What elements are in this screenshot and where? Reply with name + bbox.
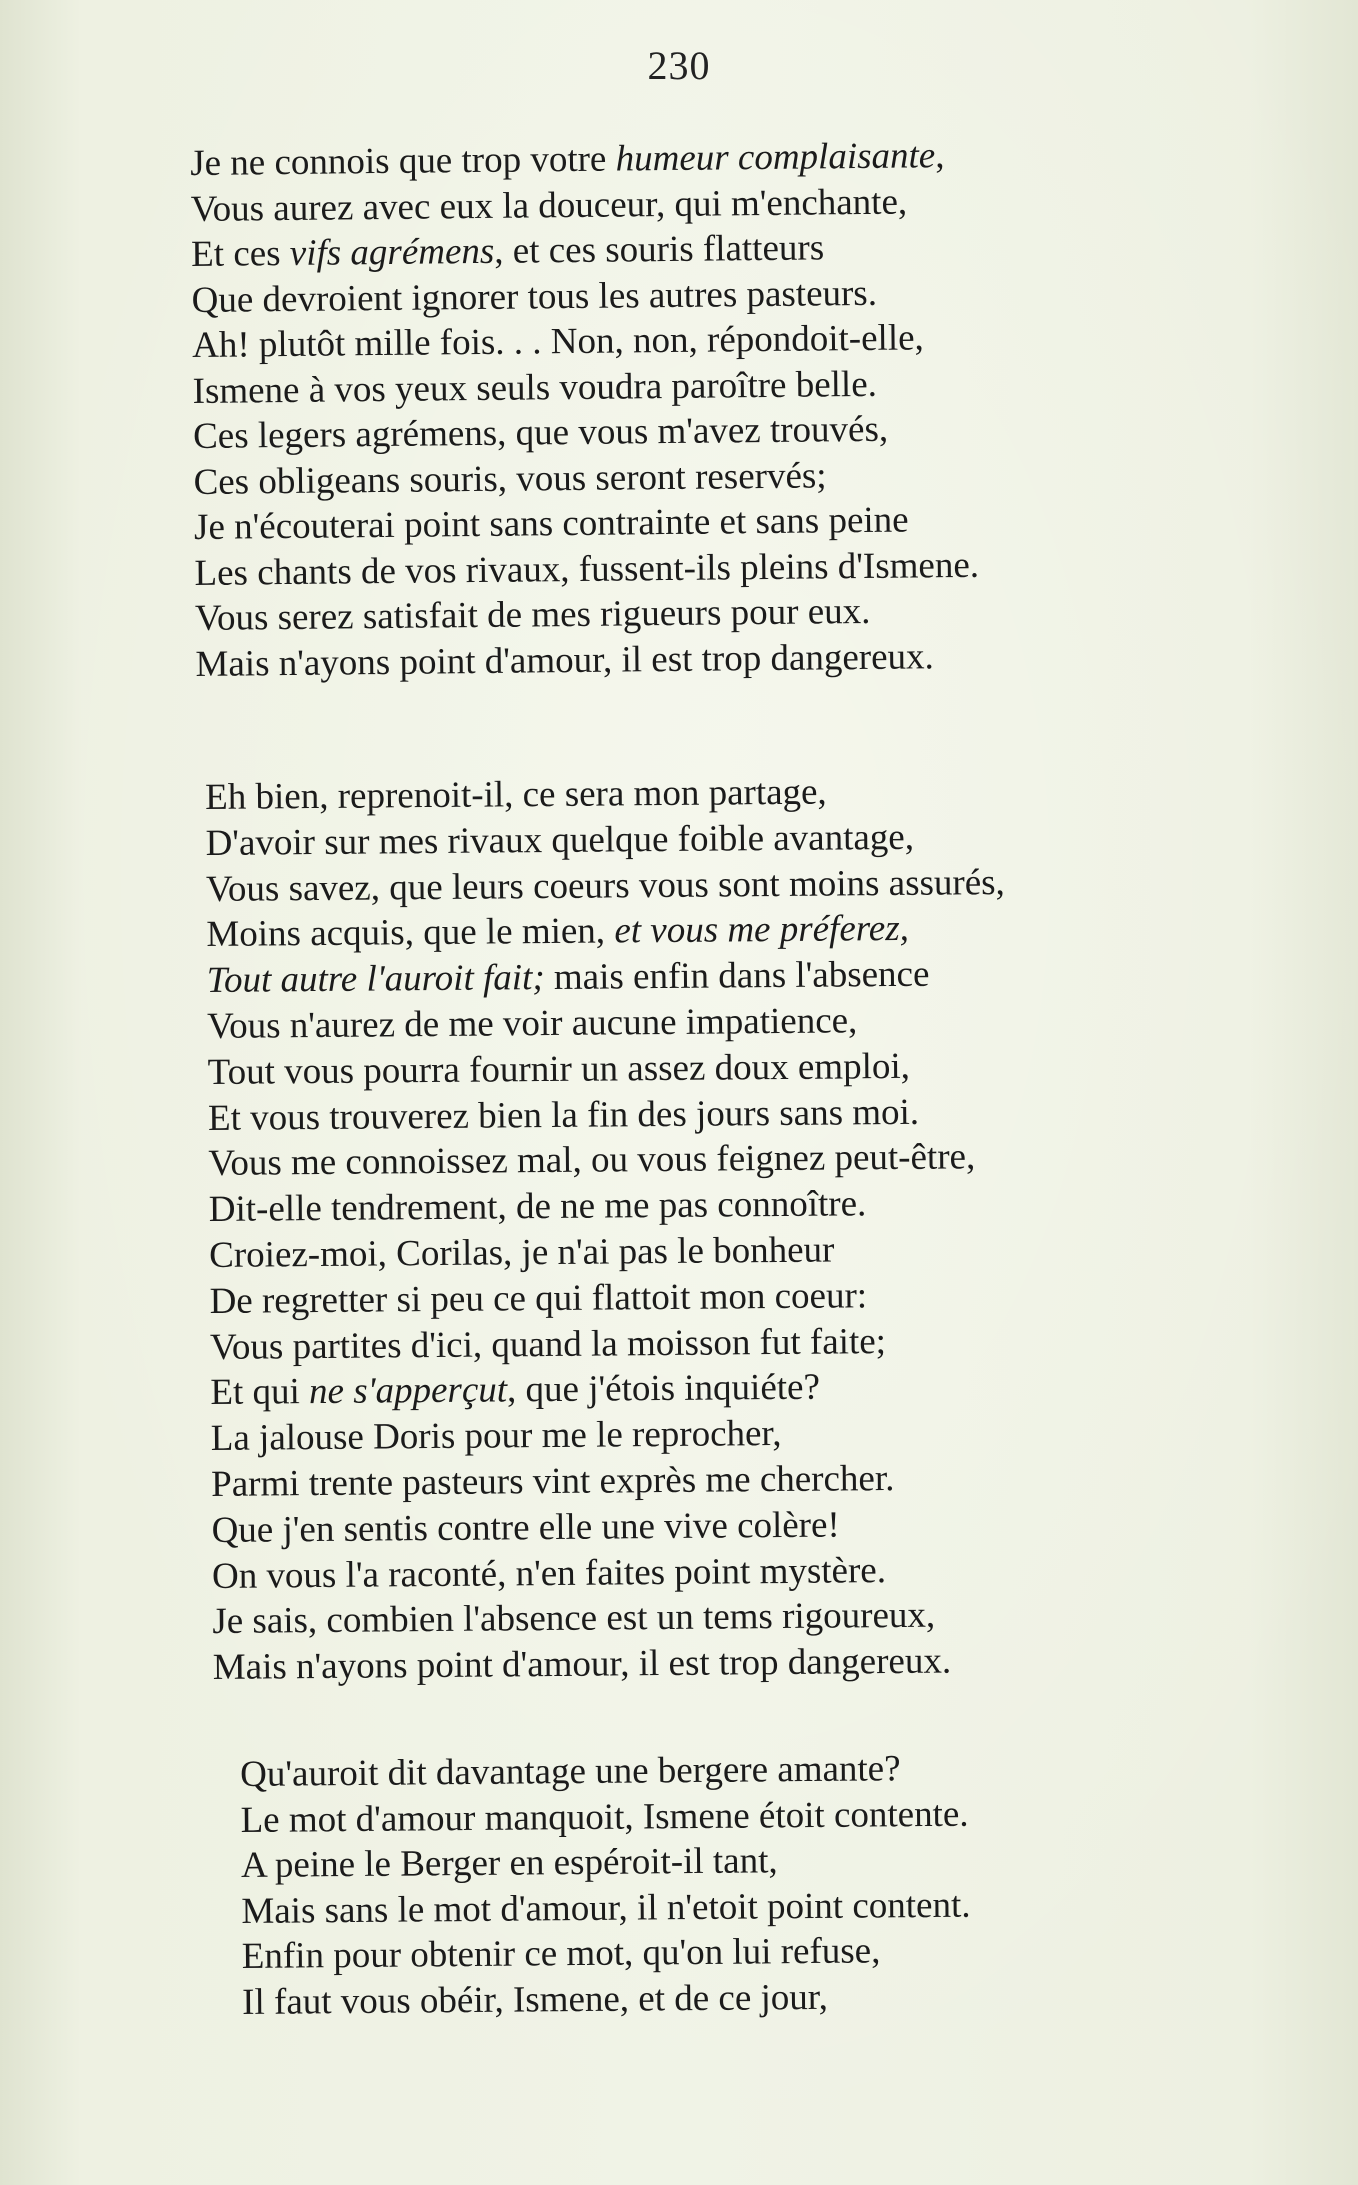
verse-text: Et qui — [210, 1371, 310, 1414]
verse-text: Je ne connois que trop votre — [190, 138, 616, 184]
verse-line — [209, 1272, 1008, 1325]
verse-text: Je n'écouterai point sans contrainte et sans peine — [193, 499, 909, 548]
verse-text: D'avoir sur mes rivaux quelque foible avantage, — [205, 816, 915, 864]
italic-phrase: Tout autre l'auroit fait; — [206, 957, 545, 1002]
verse-line — [207, 951, 1006, 1004]
verse-line — [208, 1134, 1007, 1187]
verse-line — [205, 814, 1004, 867]
stanza-2 — [205, 768, 1012, 1691]
verse-line — [195, 633, 980, 687]
verse-line — [192, 315, 977, 369]
verse-line — [205, 768, 1004, 821]
verse-line — [241, 1837, 971, 1889]
verse-text: Le mot d'amour manquoit, Ismene étoit contente. — [240, 1793, 969, 1841]
verse-text: Vous me connoissez mal, ou vous feignez peut-être, — [208, 1136, 976, 1185]
verse-text: Vous aurez avec eux la douceur, qui m'enchante, — [190, 180, 908, 230]
verse-line — [206, 905, 1005, 958]
verse-text: Vous serez satisfait de mes rigueurs pour eux. — [194, 590, 871, 639]
verse-text: Ah! plutôt mille fois. . . Non, non, répondoit-elle, — [191, 317, 924, 366]
verse-line — [209, 1180, 1008, 1233]
verse-text: , que j'étois inquiéte? — [506, 1367, 821, 1411]
verse-text: Vous n'aurez de me voir aucune impatience, — [207, 1000, 858, 1047]
verse-line — [206, 860, 1005, 913]
verse-line — [242, 1928, 972, 1980]
verse-text: Qu'auroit dit davantage une bergere amante? — [240, 1748, 901, 1795]
verse-text: Tout vous pourra fournir un assez doux emploi, — [207, 1045, 911, 1093]
verse-text: Je sais, combien l'absence est un tems rigoureux, — [212, 1595, 936, 1643]
verse-line — [191, 269, 976, 323]
verse-text: Mais sans le mot d'amour, il n'etoit point content. — [241, 1884, 971, 1932]
verse-text: Moins acquis, que le mien, — [206, 910, 615, 956]
verse-text: Mais n'ayons point d'amour, il est trop dangereux. — [195, 635, 935, 685]
verse-text: Et ces — [190, 232, 291, 275]
verse-line — [210, 1318, 1009, 1371]
page-number: 230 — [647, 43, 711, 88]
verse-text: Eh bien, reprenoit-il, ce sera mon partage, — [205, 771, 827, 818]
verse-line — [193, 451, 978, 505]
verse-text: Il faut vous obéir, Ismene, et de ce jour, — [242, 1976, 829, 2023]
verse-text: Et vous trouverez bien la fin des jours sans moi. — [207, 1091, 920, 1139]
verse-text: Dit-elle tendrement, de ne me pas connoître. — [208, 1183, 867, 1231]
verse-line — [193, 406, 978, 460]
verse-text: Mais n'ayons point d'amour, il est trop dangereux. — [212, 1640, 952, 1689]
verse-text: Ces legers agrémens, que vous m'avez trouvés, — [192, 408, 889, 457]
italic-phrase: ne s'apperçut — [308, 1369, 508, 1413]
verse-line — [190, 178, 975, 232]
verse-text: Ismene à vos yeux seuls voudra paroître belle. — [192, 363, 878, 412]
verse-line — [210, 1363, 1009, 1416]
verse-text: , et ces souris flatteurs — [494, 227, 825, 272]
verse-text: A peine le Berger en espéroit-il tant, — [240, 1840, 778, 1886]
verse-line — [208, 1089, 1007, 1142]
verse-text: , — [934, 135, 945, 177]
verse-text: La jalouse Doris pour me le reprocher, — [210, 1413, 782, 1460]
verse-line — [211, 1501, 1010, 1554]
verse-line — [195, 588, 980, 642]
verse-line — [211, 1455, 1010, 1508]
verse-line — [213, 1638, 1012, 1691]
verse-line — [211, 1409, 1010, 1462]
verse-line — [191, 224, 976, 278]
stanza-1 — [190, 133, 980, 687]
verse-line — [209, 1226, 1008, 1279]
verse-line — [194, 542, 979, 596]
verse-text: Vous partites d'ici, quand la moisson fut faite; — [209, 1320, 887, 1368]
verse-text: Que j'en sentis contre elle une vive colère! — [211, 1504, 840, 1551]
verse-line — [241, 1882, 971, 1934]
verse-line — [212, 1547, 1011, 1600]
verse-line — [207, 1043, 1006, 1096]
verse-text: On vous l'a raconté, n'en faites point mystère. — [211, 1549, 887, 1597]
italic-phrase: humeur complaisante — [615, 135, 936, 180]
verse-text: Croiez-moi, Corilas, je n'ai pas le bonheur — [209, 1229, 835, 1276]
verse-line — [242, 1973, 972, 2025]
verse-text: Que devroient ignorer tous les autres pasteurs. — [191, 272, 878, 321]
italic-phrase: vifs agrémens — [289, 230, 495, 274]
verse-line — [240, 1791, 970, 1843]
stanza-3 — [240, 1746, 972, 2025]
verse-line — [212, 1592, 1011, 1645]
verse-text: mais enfin dans l'absence — [544, 953, 930, 999]
verse-text: Les chants de vos rivaux, fussent-ils pleins d'Ismene. — [194, 544, 980, 594]
verse-line — [190, 133, 975, 187]
verse-line — [192, 360, 977, 414]
verse-text: Parmi trente pasteurs vint exprès me chercher. — [211, 1457, 895, 1505]
verse-text: Vous savez, que leurs coeurs vous sont moins assurés, — [205, 861, 1005, 910]
verse-line — [240, 1746, 970, 1798]
italic-phrase: et vous me préferez, — [614, 908, 910, 952]
verse-text: De regretter si peu ce qui flattoit mon coeur: — [209, 1275, 868, 1322]
verse-line — [194, 497, 979, 551]
verse-text: Ces obligeans souris, vous seront reservés; — [193, 454, 827, 503]
verse-line — [207, 997, 1006, 1050]
verse-text: Enfin pour obtenir ce mot, qu'on lui refuse, — [241, 1930, 881, 1977]
